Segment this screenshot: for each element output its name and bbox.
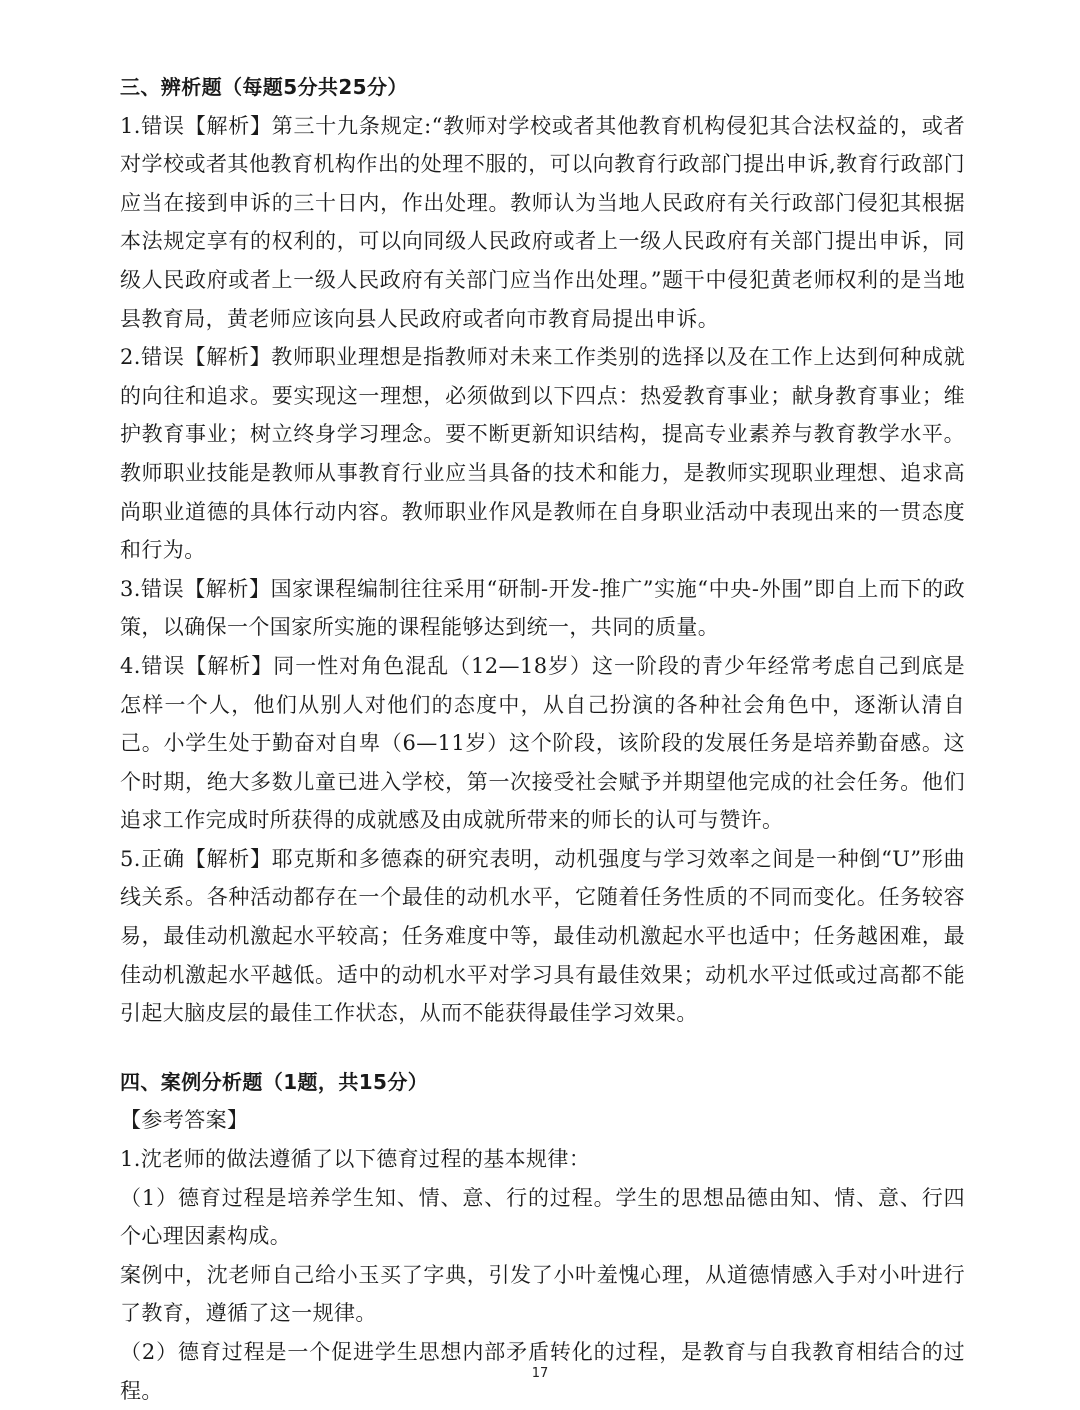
answer-paragraph-1: 1.错误【解析】第三十九条规定:“教师对学校或者其他教育机构侵犯其合法权益的，或者对学校或者其他教育机构作出的处理不服的，可以向教育行政部门提出申诉,教育行政部门应当在接到申诉的三十日内，作出处理。教师认为当地人民政府有关行政部门侵犯其根据本法规定享有的权利的，可以向同级人民政府或者上一级人民政府有关部门提出申诉，同级人民政府或者上一级人民政府有关部门应当作出处理。”题干中侵犯黄老师权利的是当地县教育局，黄老师应该向县人民政府或者向市教育局提出申诉。	[120, 113, 965, 331]
answer-paragraph-3: 3.错误【解析】国家课程编制往往采用“研制-开发-推广”实施“中央-外围”即自上而下的政策，以确保一个国家所实施的课程能够达到统一，共同的质量。	[120, 576, 965, 640]
section-heading-discrimination: 三、辨析题（每题5分共25分）	[120, 75, 408, 99]
case-paragraph-2: （1）德育过程是培养学生知、情、意、行的过程。学生的思想品德由知、情、意、行四个心理因素构成。	[120, 1185, 965, 1249]
document-body	[120, 68, 965, 1410]
reference-answer-label: 【参考答案】	[120, 1108, 249, 1133]
case-paragraph-4: （2）德育过程是一个促进学生思想内部矛盾转化的过程，是教育与自我教育相结合的过程。	[120, 1340, 965, 1403]
section-heading-case-analysis: 四、案例分析题（1题，共15分）	[120, 1069, 429, 1094]
answer-paragraph-4: 4.错误【解析】同一性对角色混乱（12—18岁）这一阶段的青少年经常考虑自己到底是怎样一个人，他们从别人对他们的态度中，从自己扮演的各种社会角色中，逐渐认清自己。小学生处于勤奋对自卑（6—11岁）这个阶段，该阶段的发展任务是培养勤奋感。这个时期，绝大多数儿童已进入学校，第一次接受社会赋予并期望他完成的社会任务。他们追求工作完成时所获得的成就感及由成就所带来的师长的认可与赞许。	[120, 653, 965, 833]
answer-paragraph-2: 2.错误【解析】教师职业理想是指教师对未来工作类别的选择以及在工作上达到何种成就的向往和追求。要实现这一理想，必须做到以下四点：热爱教育事业；献身教育事业；维护教育事业；树立终身学习理念。要不断更新知识结构，提高专业素养与教育教学水平。教师职业技能是教师从事教育行业应当具备的技术和能力，是教师实现职业理想、追求高尚职业道德的具体行动内容。教师职业作风是教师在自身职业活动中表现出来的一贯态度和行为。	[120, 345, 965, 563]
section-spacer	[120, 1033, 965, 1063]
case-paragraph-3: 案例中，沈老师自己给小玉买了字典，引发了小叶羞愧心理，从道德情感入手对小叶进行了教育，遵循了这一规律。	[120, 1262, 965, 1326]
page-number: 17	[531, 1366, 549, 1381]
case-paragraph-1: 1.沈老师的做法遵循了以下德育过程的基本规律：	[120, 1147, 591, 1172]
answer-paragraph-5: 5.正确【解析】耶克斯和多德森的研究表明，动机强度与学习效率之间是一种倒“U”形曲线关系。各种活动都存在一个最佳的动机水平，它随着任务性质的不同而变化。任务较容易，最佳动机激起水平较高；任务难度中等，最佳动机激起水平也适中；任务越困难，最佳动机激起水平越低。适中的动机水平对学习具有最佳效果；动机水平过低或过高都不能引起大脑皮层的最佳工作状态，从而不能获得最佳学习效果。	[120, 846, 965, 1026]
